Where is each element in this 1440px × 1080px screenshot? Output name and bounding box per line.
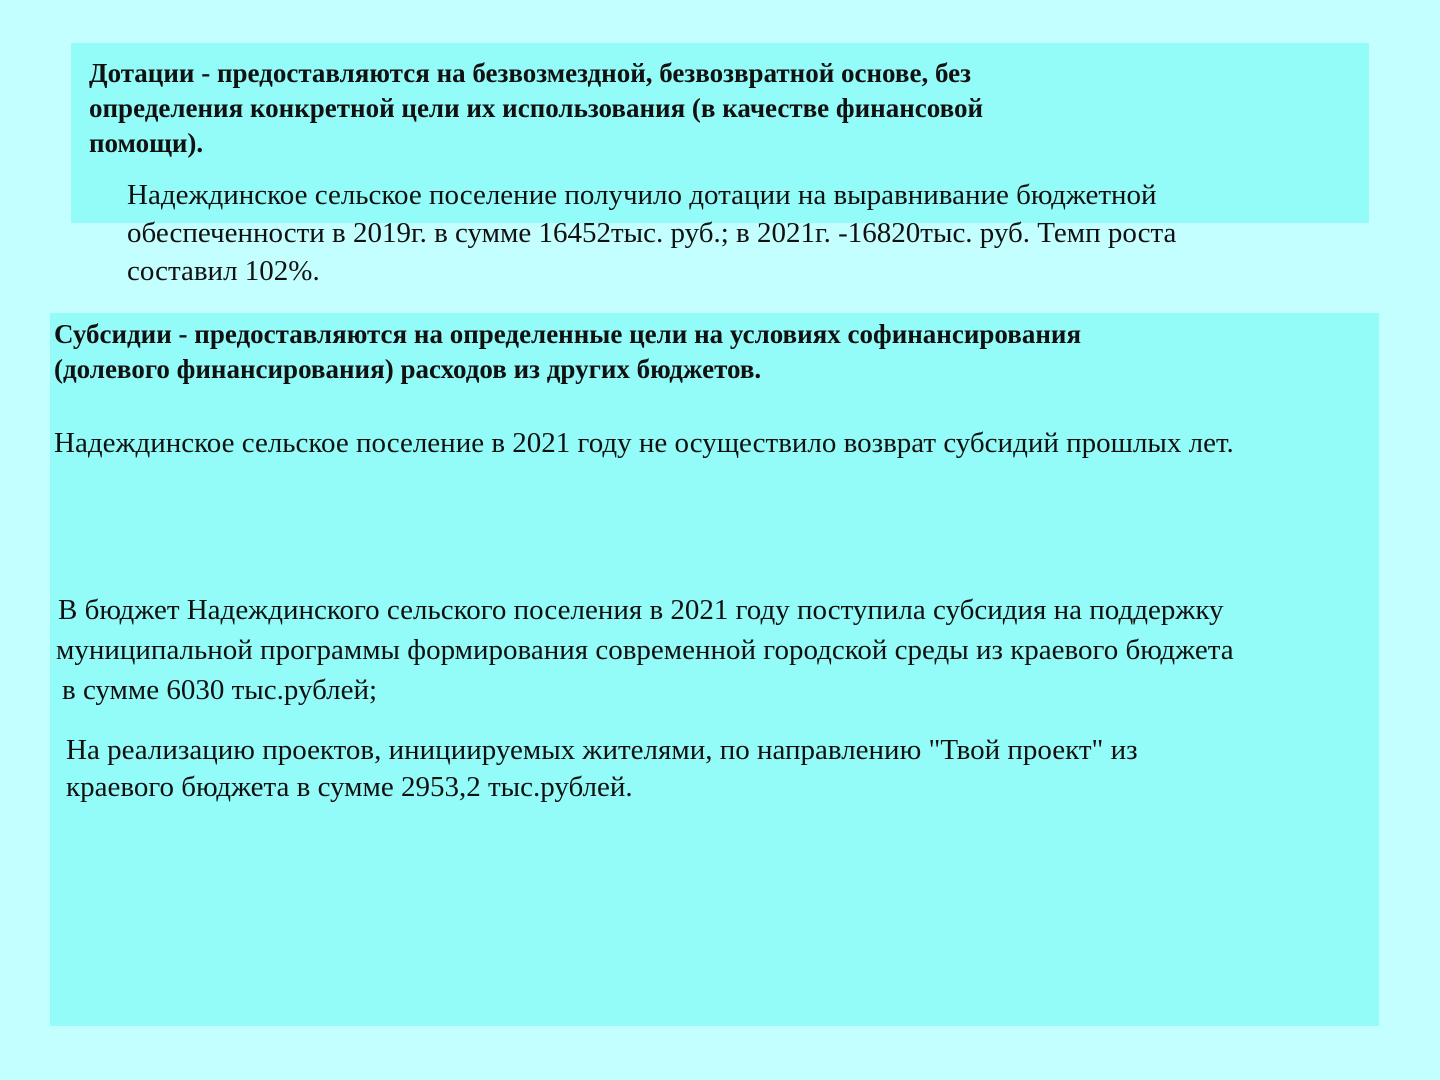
grants-heading-line-3: помощи). (89, 128, 204, 158)
subsidies-return-note: Надеждинское сельское поселение в 2021 году не осуществило возврат субсидий прошлых лет. (54, 427, 1234, 459)
grants-body (127, 176, 1176, 290)
city-environment-line-1: В бюджет Надеждинского сельского поселения в 2021 году поступила субсидия на поддержку (58, 594, 1224, 626)
grants-body-line-2: обеспеченности в 2019г. в сумме 16452тыс. руб.; в 2021г. -16820тыс. руб. Темп роста (127, 217, 1177, 249)
city-environment-line-3: в сумме 6030 тыс.рублей; (62, 674, 378, 706)
grants-heading-line-2: определения конкретной цели их использования (в качестве финансовой (89, 93, 984, 123)
subsidies-heading-line-1: Субсидии - предоставляются на определенные цели на условиях софинансирования (54, 319, 1082, 349)
grants-heading-line-1: Дотации - предоставляются на безвозмездной, безвозвратной основе, без (89, 58, 971, 88)
your-project-line-1: На реализацию проектов, инициируемых жителями, по направлению "Твой проект" из (66, 734, 1138, 766)
grants-body-line-3: составил 102%. (127, 255, 320, 287)
city-environment-subsidy (56, 590, 1234, 710)
subsidies-heading (54, 317, 1081, 387)
your-project-subsidy (66, 732, 1138, 806)
grants-heading (89, 56, 983, 161)
city-environment-line-2: муниципальной программы формирования современной городской среды из краевого бюджета (56, 634, 1234, 666)
subsidies-heading-line-2: (долевого финансирования) расходов из других бюджетов. (54, 354, 762, 384)
grants-body-line-1: Надеждинское сельское поселение получило дотации на выравнивание бюджетной (127, 179, 1157, 211)
your-project-line-2: краевого бюджета в сумме 2953,2 тыс.рублей. (66, 771, 633, 803)
